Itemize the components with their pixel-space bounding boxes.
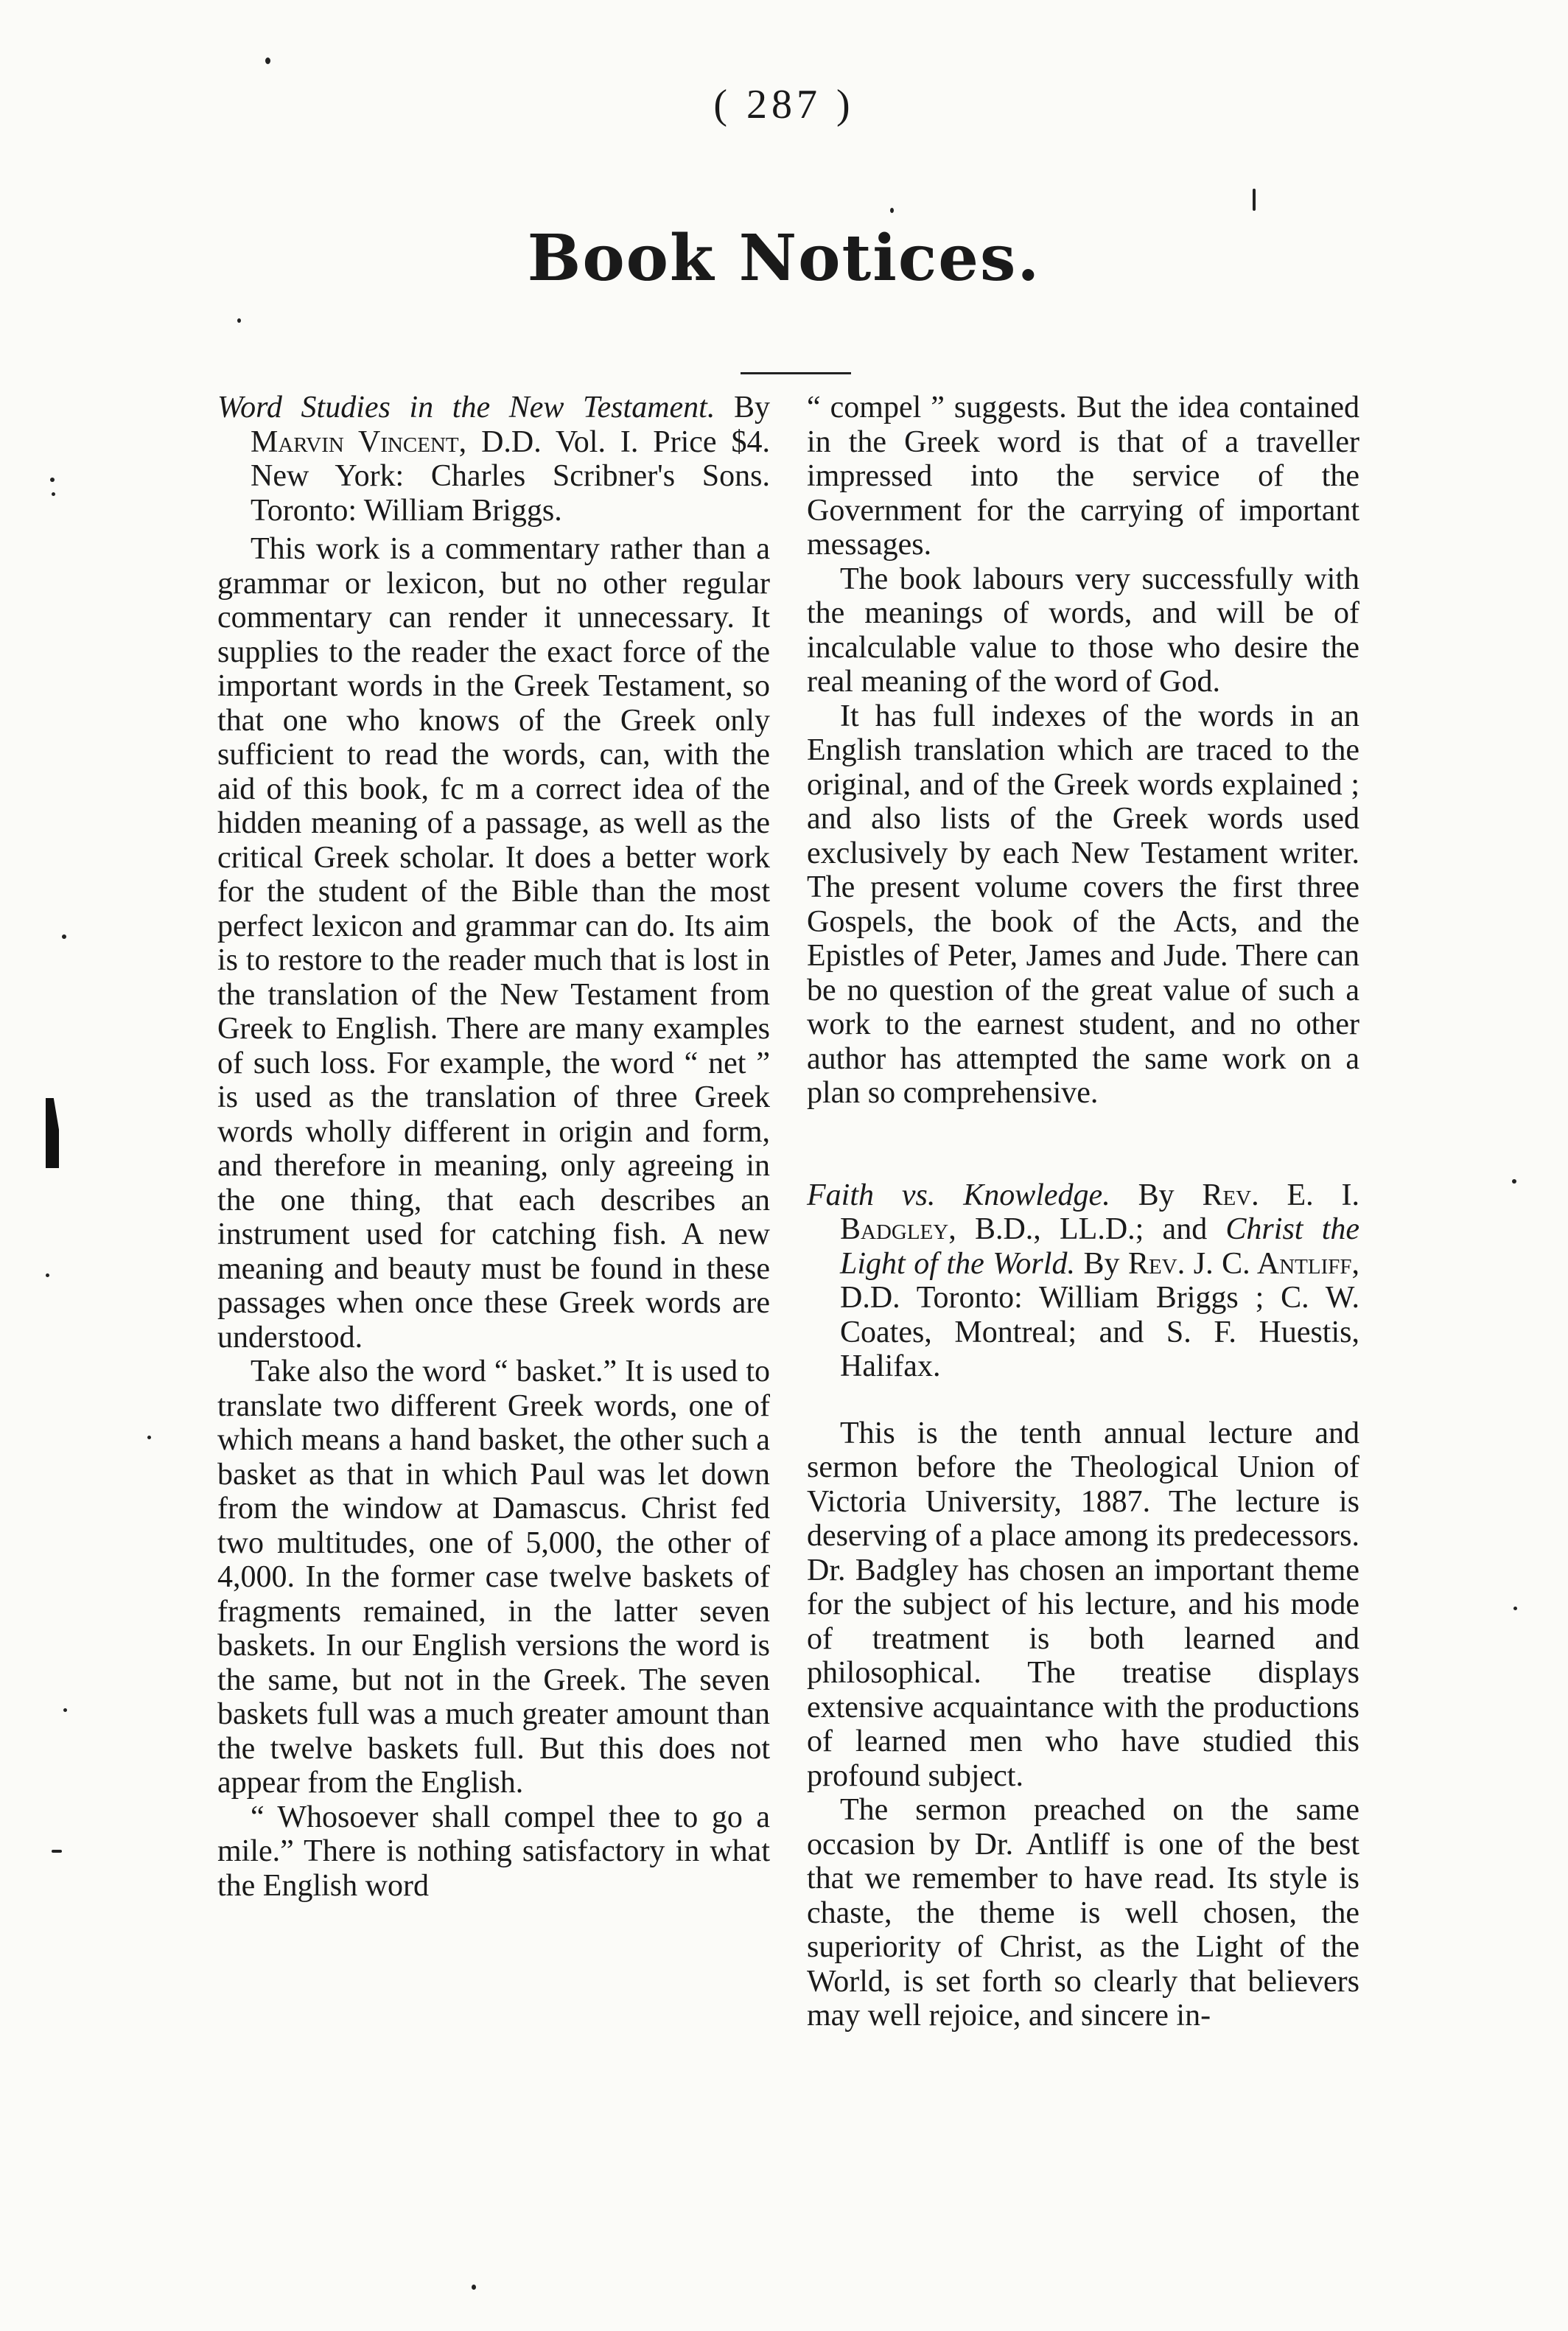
review-paragraph: Take also the word “ basket.” It is used to translate two different Greek words, one of which means a hand basket, the other such a basket as that in which Paul was let down from the window at Damascus. Christ fed two multitudes, one of 5,000, the other of 4,000. In the former case twelve baskets of fragments remained, in the latter seven baskets. In our English versions the word is the same, but not in the Greek. The seven baskets full was a much greater amount than the twelve baskets full. But this does not appear from the English. [217, 1355, 770, 1800]
scan-speck [52, 1850, 62, 1853]
review-paragraph: The book labours very successfully with the meanings of words, and will be of incalculable value to those who desire the real meaning of the word of God. [807, 562, 1359, 699]
by-label: By [1074, 1246, 1129, 1281]
scan-speck [1512, 1179, 1516, 1184]
author-name: Rev. J. C. Antliff [1128, 1246, 1352, 1281]
publication-details: , D.D. Toronto: William Briggs ; C. W. Coates, Montreal; and S. F. Huestis, Halifax. [840, 1246, 1359, 1383]
by-label: By [1110, 1178, 1203, 1212]
right-column [807, 391, 1359, 2033]
left-column [217, 391, 770, 1903]
author-name: Rev. E. I. Badgley [840, 1178, 1359, 1246]
review-paragraph: This work is a commentary rather than a grammar or lexicon, but no other regular commentary can render it unnecessary. It supplies to the reader the exact force of the important words in the Greek Testament, so that one who knows of the Greek only sufficient to read the words, can, with the aid of this book, fc m a correct idea of the hidden meaning of a passage, as well as the critical Greek scholar. It does a better work for the student of the Bible than the most perfect lexicon and grammar can do. Its aim is to restore to the reader much that is lost in the translation of the New Testament from Greek to English. There are many examples of such loss. For example, the word “ net ” is used as the translation of three Greek words wholly different in origin and form, and therefore in meaning, only agreeing in the one thing, that each describes an instrument used for catching fish. A new meaning and beauty must be found in these passages when once these Greek words are understood. [217, 532, 770, 1355]
review-paragraph: The sermon preached on the same occasion by Dr. Antliff is one of the best that we remember to have read. Its style is chaste, the theme is well chosen, the superiority of Christ, as the Light of the World, is set forth so clearly that believers may well rejoice, and sincere in- [807, 1793, 1359, 2033]
review-heading-word-studies [217, 391, 770, 528]
scan-speck [237, 318, 241, 323]
scan-speck [62, 934, 66, 939]
review-paragraph: It has full indexes of the words in an English translation which are traced to the original, and of the Greek words explained ; and also lists of the Greek words used exclusively by each New Testament writer. The present volume covers the first three Gospels, the book of the Acts, and the Epistles of Peter, James and Jude. There can be no question of the great value of such a work to the earnest student, and no other author has attempted the same work on a plan so comprehensive. [807, 699, 1359, 1110]
scan-speck [50, 478, 55, 482]
scan-speck [147, 1436, 151, 1439]
section-spacer [807, 1111, 1359, 1178]
scan-speck [472, 2285, 476, 2290]
title-divider [741, 372, 851, 374]
scan-speck [890, 208, 894, 213]
scan-speck [1513, 1607, 1517, 1610]
review-paragraph: “ compel ” suggests. But the idea contained in the Greek word is that of a traveller impressed into the service of the Government for the carrying of important messages. [807, 391, 1359, 562]
scan-speck [46, 1273, 49, 1277]
section-spacer [807, 1384, 1359, 1416]
review-paragraph: This is the tenth annual lecture and sermon before the Theological Union of Victoria University, 1887. The lecture is deserving of a place among its predecessors. Dr. Badgley has chosen an important theme for the subject of his lecture, and his mode of treatment is both learned and philosophical. The treatise displays extensive acquaintance with the productions of learned men who have studied this profound subject. [807, 1416, 1359, 1793]
publication-details: , B.D., LL.D.; and [948, 1212, 1226, 1246]
scan-speck [1253, 189, 1256, 211]
author-name: Marvin Vincent [251, 424, 459, 459]
scan-speck [63, 1708, 67, 1712]
page-number: ( 287 ) [713, 82, 855, 127]
book-title: Word Studies in the New Testament. [217, 391, 715, 424]
publication-details: , D.D. Vol. I. Price $4. New York: Charles Scribner's Sons. Toronto: William Briggs. [251, 424, 770, 528]
book-title: Christ the Light of the World. [840, 1212, 1359, 1281]
by-label: By [715, 391, 770, 424]
review-paragraph: “ Whosoever shall compel thee to go a mile.” There is nothing satisfactory in what the English word [217, 1800, 770, 1903]
scan-speck [265, 57, 270, 64]
review-heading-faith-knowledge [807, 1178, 1359, 1384]
margin-clip-mark [46, 1098, 59, 1168]
scan-speck [52, 492, 55, 496]
book-title: Faith vs. Knowledge. [807, 1178, 1110, 1212]
page-title: Book Notices. [527, 221, 1041, 296]
